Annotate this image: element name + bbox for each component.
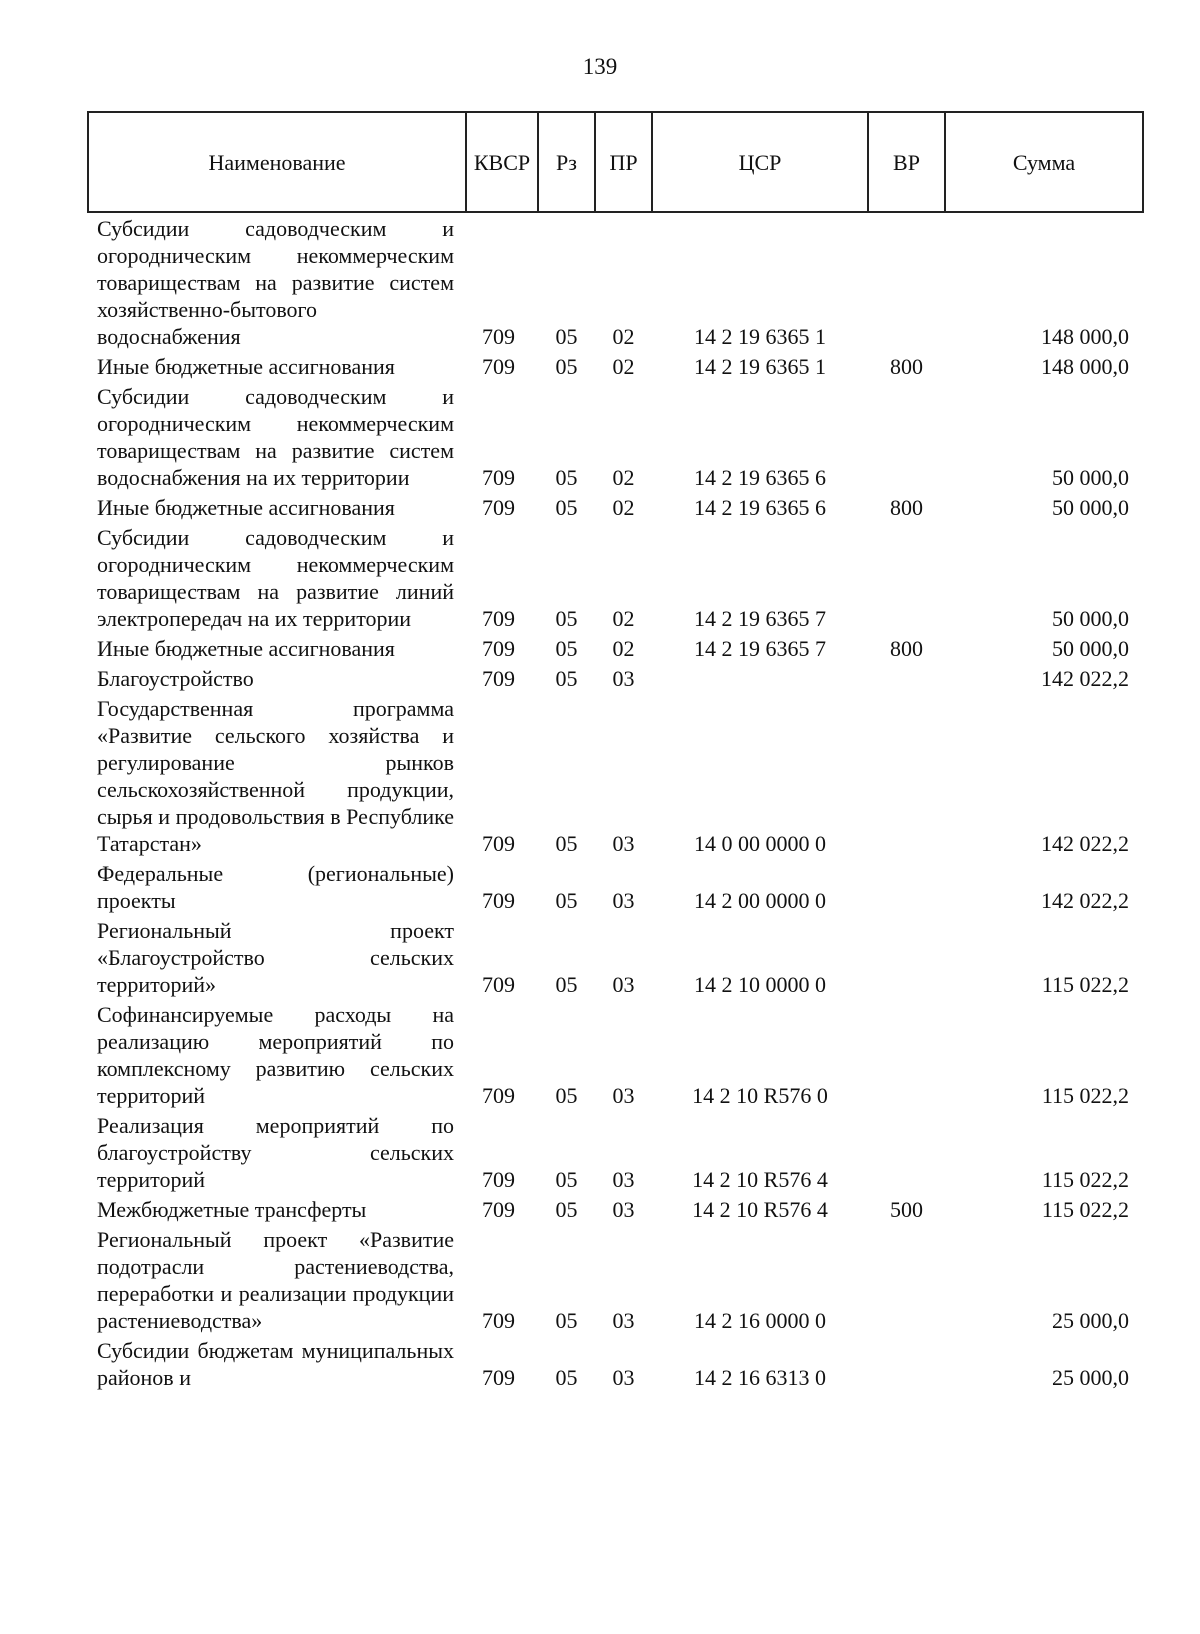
cell-name: Реализация мероприятий по благоустройству сельских территорий bbox=[97, 1113, 454, 1192]
table-row bbox=[88, 859, 1143, 916]
cell-kvsr: 709 bbox=[482, 1083, 515, 1108]
cell-vr bbox=[868, 1225, 945, 1336]
cell-pr: 02 bbox=[612, 324, 635, 349]
cell-csr: 14 2 19 6365 1 bbox=[694, 324, 826, 349]
cell-vr bbox=[868, 859, 945, 916]
header-kvsr: КВСР bbox=[466, 112, 538, 212]
cell-sum: 115 022,2 bbox=[1041, 1167, 1129, 1192]
table-row bbox=[88, 916, 1143, 1000]
cell-name: Региональный проект «Благоустройство сельских территорий» bbox=[97, 918, 454, 997]
cell-rz: 05 bbox=[555, 831, 578, 856]
table-row bbox=[88, 493, 1143, 523]
cell-rz: 05 bbox=[555, 888, 578, 913]
table-row bbox=[88, 212, 1143, 352]
cell-name: Государственная программа «Развитие сельского хозяйства и регулирование рынков сельскохозяйственной продукции, сырья и продовольствия в Республике Татарстан» bbox=[97, 696, 454, 856]
cell-kvsr: 709 bbox=[482, 465, 515, 490]
cell-kvsr: 709 bbox=[482, 666, 515, 691]
table-row bbox=[88, 694, 1143, 859]
cell-kvsr: 709 bbox=[482, 324, 515, 349]
table-row bbox=[88, 1225, 1143, 1336]
cell-kvsr: 709 bbox=[482, 354, 515, 379]
header-rz: Рз bbox=[538, 112, 595, 212]
cell-pr: 03 bbox=[612, 666, 635, 691]
cell-vr: 800 bbox=[890, 354, 923, 379]
cell-sum: 142 022,2 bbox=[1041, 831, 1129, 856]
header-name: Наименование bbox=[88, 112, 466, 212]
cell-rz: 05 bbox=[555, 354, 578, 379]
cell-csr bbox=[652, 664, 868, 694]
cell-pr: 02 bbox=[612, 606, 635, 631]
cell-kvsr: 709 bbox=[482, 1308, 515, 1333]
cell-vr bbox=[868, 382, 945, 493]
cell-rz: 05 bbox=[555, 636, 578, 661]
cell-kvsr: 709 bbox=[482, 972, 515, 997]
header-row bbox=[88, 112, 1143, 212]
cell-vr bbox=[868, 212, 945, 352]
cell-rz: 05 bbox=[555, 1308, 578, 1333]
cell-pr: 03 bbox=[612, 831, 635, 856]
cell-vr bbox=[868, 1111, 945, 1195]
cell-name: Благоустройство bbox=[97, 666, 254, 691]
cell-rz: 05 bbox=[555, 606, 578, 631]
cell-sum: 115 022,2 bbox=[1041, 1083, 1129, 1108]
cell-rz: 05 bbox=[555, 1083, 578, 1108]
cell-kvsr: 709 bbox=[482, 636, 515, 661]
cell-name: Иные бюджетные ассигнования bbox=[97, 636, 395, 661]
cell-kvsr: 709 bbox=[482, 1365, 515, 1390]
cell-csr: 14 2 16 6313 0 bbox=[694, 1365, 826, 1390]
cell-csr: 14 2 10 R576 4 bbox=[692, 1167, 828, 1192]
cell-vr: 800 bbox=[890, 636, 923, 661]
cell-name: Субсидии садоводческим и огородническим некоммерческим товариществам на развитие систем водоснабжения на их территории bbox=[97, 384, 454, 490]
cell-sum: 50 000,0 bbox=[1052, 606, 1129, 631]
cell-sum: 142 022,2 bbox=[1041, 888, 1129, 913]
table-row bbox=[88, 1195, 1143, 1225]
cell-sum: 115 022,2 bbox=[1041, 1197, 1129, 1222]
header-vr: ВР bbox=[868, 112, 945, 212]
cell-name: Субсидии садоводческим и огородническим некоммерческим товариществам на развитие линий электропередач на их территории bbox=[97, 525, 454, 631]
table-row bbox=[88, 1000, 1143, 1111]
table-row bbox=[88, 1111, 1143, 1195]
cell-pr: 03 bbox=[612, 1365, 635, 1390]
cell-sum: 148 000,0 bbox=[1041, 324, 1129, 349]
cell-vr: 800 bbox=[890, 495, 923, 520]
header-csr: ЦСР bbox=[652, 112, 868, 212]
table-header bbox=[88, 112, 1143, 212]
cell-name: Субсидии садоводческим и огородническим некоммерческим товариществам на развитие систем хозяйственно-бытового водоснабжения bbox=[97, 216, 454, 349]
table-row bbox=[88, 1336, 1143, 1393]
cell-rz: 05 bbox=[555, 1167, 578, 1192]
cell-rz: 05 bbox=[555, 495, 578, 520]
cell-csr: 14 2 10 R576 4 bbox=[692, 1197, 828, 1222]
cell-pr: 03 bbox=[612, 1083, 635, 1108]
cell-kvsr: 709 bbox=[482, 1197, 515, 1222]
cell-csr: 14 0 00 0000 0 bbox=[694, 831, 826, 856]
cell-vr bbox=[868, 1336, 945, 1393]
cell-sum: 50 000,0 bbox=[1052, 465, 1129, 490]
cell-vr bbox=[868, 1000, 945, 1111]
header-sum: Сумма bbox=[945, 112, 1143, 212]
cell-sum: 50 000,0 bbox=[1052, 495, 1129, 520]
cell-csr: 14 2 10 0000 0 bbox=[694, 972, 826, 997]
table-row bbox=[88, 352, 1143, 382]
cell-sum: 50 000,0 bbox=[1052, 636, 1129, 661]
cell-pr: 03 bbox=[612, 1197, 635, 1222]
cell-vr bbox=[868, 664, 945, 694]
cell-pr: 03 bbox=[612, 1308, 635, 1333]
cell-kvsr: 709 bbox=[482, 495, 515, 520]
budget-table bbox=[87, 111, 1144, 1393]
cell-pr: 03 bbox=[612, 888, 635, 913]
table-row bbox=[88, 664, 1143, 694]
cell-rz: 05 bbox=[555, 324, 578, 349]
header-pr: ПР bbox=[595, 112, 652, 212]
cell-rz: 05 bbox=[555, 666, 578, 691]
table-row bbox=[88, 382, 1143, 493]
cell-sum: 142 022,2 bbox=[1041, 666, 1129, 691]
cell-pr: 02 bbox=[612, 465, 635, 490]
cell-name: Иные бюджетные ассигнования bbox=[97, 354, 395, 379]
cell-name: Субсидии бюджетам муниципальных районов и bbox=[97, 1338, 454, 1390]
cell-sum: 148 000,0 bbox=[1041, 354, 1129, 379]
cell-rz: 05 bbox=[555, 465, 578, 490]
cell-sum: 115 022,2 bbox=[1041, 972, 1129, 997]
cell-vr bbox=[868, 523, 945, 634]
cell-name: Софинансируемые расходы на реализацию мероприятий по комплексному развитию сельских территорий bbox=[97, 1002, 454, 1108]
cell-rz: 05 bbox=[555, 1197, 578, 1222]
table-body bbox=[88, 212, 1143, 1393]
cell-pr: 03 bbox=[612, 1167, 635, 1192]
cell-pr: 03 bbox=[612, 972, 635, 997]
cell-csr: 14 2 19 6365 7 bbox=[694, 606, 826, 631]
cell-vr bbox=[868, 694, 945, 859]
cell-rz: 05 bbox=[555, 972, 578, 997]
cell-rz: 05 bbox=[555, 1365, 578, 1390]
cell-sum: 25 000,0 bbox=[1052, 1308, 1129, 1333]
cell-pr: 02 bbox=[612, 495, 635, 520]
cell-name: Региональный проект «Развитие подотрасли растениеводства, переработки и реализации продукции растениеводства» bbox=[97, 1227, 454, 1333]
cell-csr: 14 2 19 6365 6 bbox=[694, 495, 826, 520]
cell-csr: 14 2 16 0000 0 bbox=[694, 1308, 826, 1333]
cell-csr: 14 2 19 6365 6 bbox=[694, 465, 826, 490]
table-row bbox=[88, 523, 1143, 634]
cell-name: Иные бюджетные ассигнования bbox=[97, 495, 395, 520]
cell-kvsr: 709 bbox=[482, 831, 515, 856]
cell-pr: 02 bbox=[612, 354, 635, 379]
cell-name: Федеральные (региональные) проекты bbox=[97, 861, 454, 913]
table-row bbox=[88, 634, 1143, 664]
cell-pr: 02 bbox=[612, 636, 635, 661]
cell-csr: 14 2 19 6365 7 bbox=[694, 636, 826, 661]
cell-sum: 25 000,0 bbox=[1052, 1365, 1129, 1390]
cell-kvsr: 709 bbox=[482, 1167, 515, 1192]
cell-vr: 500 bbox=[890, 1197, 923, 1222]
page-number: 139 bbox=[582, 54, 618, 79]
cell-csr: 14 2 00 0000 0 bbox=[694, 888, 826, 913]
cell-kvsr: 709 bbox=[482, 606, 515, 631]
cell-kvsr: 709 bbox=[482, 888, 515, 913]
cell-csr: 14 2 19 6365 1 bbox=[694, 354, 826, 379]
cell-csr: 14 2 10 R576 0 bbox=[692, 1083, 828, 1108]
cell-name: Межбюджетные трансферты bbox=[97, 1197, 367, 1222]
cell-vr bbox=[868, 916, 945, 1000]
